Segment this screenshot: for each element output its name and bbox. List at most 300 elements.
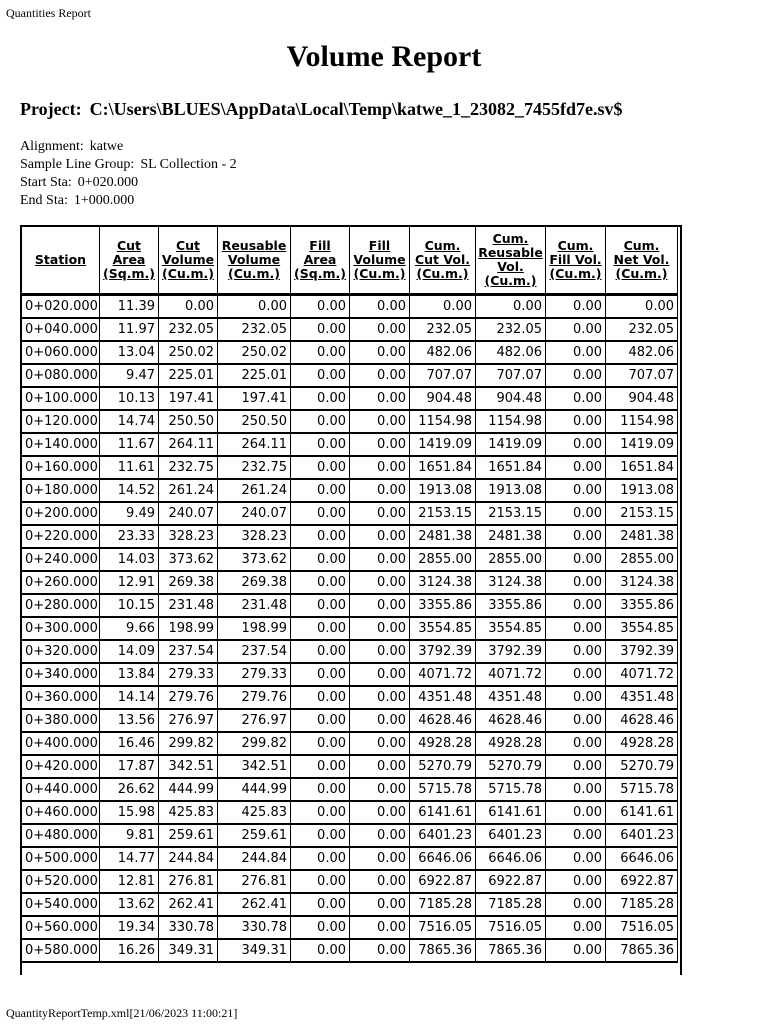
value-cell: 15.98 bbox=[100, 802, 159, 825]
column-header bbox=[291, 227, 350, 296]
table-row bbox=[22, 526, 678, 549]
column-header-line: Cum. bbox=[492, 231, 529, 246]
value-cell: 259.61 bbox=[218, 825, 291, 848]
value-cell: 3355.86 bbox=[476, 595, 546, 618]
column-header-line: Area bbox=[303, 252, 337, 267]
value-cell: 0.00 bbox=[291, 664, 350, 687]
volume-table bbox=[22, 227, 678, 963]
value-cell: 0.00 bbox=[291, 296, 350, 319]
value-cell: 250.02 bbox=[159, 342, 218, 365]
value-cell: 707.07 bbox=[606, 365, 678, 388]
value-cell: 0.00 bbox=[218, 296, 291, 319]
value-cell: 1913.08 bbox=[476, 480, 546, 503]
value-cell: 0.00 bbox=[546, 503, 606, 526]
value-cell: 0.00 bbox=[546, 526, 606, 549]
project-label: Project: bbox=[20, 99, 82, 119]
value-cell: 707.07 bbox=[410, 365, 476, 388]
column-header bbox=[159, 227, 218, 296]
value-cell: 250.02 bbox=[218, 342, 291, 365]
value-cell: 0.00 bbox=[546, 457, 606, 480]
value-cell: 4071.72 bbox=[476, 664, 546, 687]
value-cell: 1651.84 bbox=[606, 457, 678, 480]
value-cell: 7516.05 bbox=[410, 917, 476, 940]
station-cell: 0+340.000 bbox=[22, 664, 100, 687]
value-cell: 276.97 bbox=[159, 710, 218, 733]
value-cell: 330.78 bbox=[218, 917, 291, 940]
value-cell: 328.23 bbox=[218, 526, 291, 549]
value-cell: 342.51 bbox=[159, 756, 218, 779]
value-cell: 328.23 bbox=[159, 526, 218, 549]
station-cell: 0+420.000 bbox=[22, 756, 100, 779]
start-station-label: Start Sta: bbox=[20, 175, 72, 190]
value-cell: 0.00 bbox=[546, 940, 606, 963]
column-header-line: Volume bbox=[227, 252, 281, 267]
value-cell: 0.00 bbox=[350, 296, 410, 319]
value-cell: 259.61 bbox=[159, 825, 218, 848]
value-cell: 0.00 bbox=[291, 526, 350, 549]
value-cell: 0.00 bbox=[546, 825, 606, 848]
column-header-line: Vol. bbox=[497, 259, 524, 274]
value-cell: 7516.05 bbox=[476, 917, 546, 940]
value-cell: 0.00 bbox=[546, 296, 606, 319]
table-row bbox=[22, 940, 678, 963]
value-cell: 264.11 bbox=[218, 434, 291, 457]
value-cell: 0.00 bbox=[291, 549, 350, 572]
value-cell: 0.00 bbox=[546, 664, 606, 687]
value-cell: 6141.61 bbox=[606, 802, 678, 825]
column-header-line: Station bbox=[34, 252, 87, 267]
value-cell: 0.00 bbox=[546, 595, 606, 618]
column-header bbox=[218, 227, 291, 296]
value-cell: 14.52 bbox=[100, 480, 159, 503]
value-cell: 0.00 bbox=[291, 802, 350, 825]
value-cell: 0.00 bbox=[350, 480, 410, 503]
value-cell: 197.41 bbox=[218, 388, 291, 411]
value-cell: 0.00 bbox=[606, 296, 678, 319]
station-cell: 0+320.000 bbox=[22, 641, 100, 664]
column-header-line: Fill bbox=[309, 238, 331, 253]
value-cell: 7185.28 bbox=[410, 894, 476, 917]
value-cell: 0.00 bbox=[546, 756, 606, 779]
value-cell: 6646.06 bbox=[606, 848, 678, 871]
value-cell: 0.00 bbox=[350, 664, 410, 687]
value-cell: 0.00 bbox=[410, 296, 476, 319]
value-cell: 0.00 bbox=[546, 618, 606, 641]
value-cell: 2481.38 bbox=[476, 526, 546, 549]
value-cell: 10.13 bbox=[100, 388, 159, 411]
value-cell: 904.48 bbox=[476, 388, 546, 411]
station-cell: 0+260.000 bbox=[22, 572, 100, 595]
column-header bbox=[350, 227, 410, 296]
value-cell: 12.91 bbox=[100, 572, 159, 595]
value-cell: 0.00 bbox=[546, 365, 606, 388]
table-body bbox=[22, 296, 678, 963]
value-cell: 16.46 bbox=[100, 733, 159, 756]
value-cell: 7865.36 bbox=[476, 940, 546, 963]
value-cell: 0.00 bbox=[291, 595, 350, 618]
value-cell: 6922.87 bbox=[606, 871, 678, 894]
column-header-line: Cum. bbox=[557, 238, 594, 253]
table-row bbox=[22, 342, 678, 365]
value-cell: 0.00 bbox=[291, 572, 350, 595]
value-cell: 269.38 bbox=[218, 572, 291, 595]
value-cell: 0.00 bbox=[546, 687, 606, 710]
value-cell: 444.99 bbox=[159, 779, 218, 802]
value-cell: 904.48 bbox=[606, 388, 678, 411]
alignment-value: katwe bbox=[89, 139, 124, 154]
value-cell: 6401.23 bbox=[606, 825, 678, 848]
value-cell: 231.48 bbox=[159, 595, 218, 618]
value-cell: 5715.78 bbox=[476, 779, 546, 802]
value-cell: 225.01 bbox=[218, 365, 291, 388]
value-cell: 373.62 bbox=[218, 549, 291, 572]
station-cell: 0+040.000 bbox=[22, 319, 100, 342]
value-cell: 5270.79 bbox=[476, 756, 546, 779]
station-cell: 0+160.000 bbox=[22, 457, 100, 480]
value-cell: 9.81 bbox=[100, 825, 159, 848]
value-cell: 262.41 bbox=[218, 894, 291, 917]
column-header bbox=[100, 227, 159, 296]
value-cell: 4351.48 bbox=[606, 687, 678, 710]
table-row bbox=[22, 894, 678, 917]
value-cell: 19.34 bbox=[100, 917, 159, 940]
value-cell: 232.05 bbox=[606, 319, 678, 342]
value-cell: 1154.98 bbox=[410, 411, 476, 434]
value-cell: 0.00 bbox=[291, 917, 350, 940]
value-cell: 6646.06 bbox=[476, 848, 546, 871]
value-cell: 3792.39 bbox=[410, 641, 476, 664]
value-cell: 0.00 bbox=[350, 457, 410, 480]
value-cell: 1651.84 bbox=[476, 457, 546, 480]
value-cell: 244.84 bbox=[218, 848, 291, 871]
value-cell: 11.97 bbox=[100, 319, 159, 342]
value-cell: 1419.09 bbox=[410, 434, 476, 457]
column-header bbox=[22, 227, 100, 296]
value-cell: 198.99 bbox=[159, 618, 218, 641]
value-cell: 7516.05 bbox=[606, 917, 678, 940]
report-title: Volume Report bbox=[286, 40, 482, 73]
value-cell: 23.33 bbox=[100, 526, 159, 549]
value-cell: 4071.72 bbox=[410, 664, 476, 687]
value-cell: 0.00 bbox=[350, 434, 410, 457]
value-cell: 232.75 bbox=[159, 457, 218, 480]
station-cell: 0+220.000 bbox=[22, 526, 100, 549]
table-row bbox=[22, 434, 678, 457]
value-cell: 11.61 bbox=[100, 457, 159, 480]
value-cell: 276.81 bbox=[218, 871, 291, 894]
value-cell: 240.07 bbox=[159, 503, 218, 526]
value-cell: 2153.15 bbox=[606, 503, 678, 526]
value-cell: 0.00 bbox=[291, 894, 350, 917]
value-cell: 279.33 bbox=[159, 664, 218, 687]
end-station-value: 1+000.000 bbox=[73, 193, 135, 208]
value-cell: 0.00 bbox=[350, 319, 410, 342]
value-cell: 0.00 bbox=[350, 549, 410, 572]
value-cell: 0.00 bbox=[476, 296, 546, 319]
value-cell: 232.05 bbox=[410, 319, 476, 342]
volume-table-container bbox=[20, 225, 682, 975]
column-header-line: Reusable bbox=[221, 238, 287, 253]
table-row bbox=[22, 664, 678, 687]
column-header-line: (Cu.m.) bbox=[161, 266, 215, 281]
value-cell: 0.00 bbox=[350, 411, 410, 434]
value-cell: 6922.87 bbox=[410, 871, 476, 894]
table-row bbox=[22, 802, 678, 825]
table-row bbox=[22, 549, 678, 572]
value-cell: 0.00 bbox=[546, 549, 606, 572]
station-cell: 0+100.000 bbox=[22, 388, 100, 411]
table-row bbox=[22, 917, 678, 940]
station-cell: 0+280.000 bbox=[22, 595, 100, 618]
table-row bbox=[22, 480, 678, 503]
station-cell: 0+480.000 bbox=[22, 825, 100, 848]
value-cell: 0.00 bbox=[546, 319, 606, 342]
value-cell: 0.00 bbox=[350, 871, 410, 894]
value-cell: 0.00 bbox=[546, 388, 606, 411]
value-cell: 5270.79 bbox=[606, 756, 678, 779]
value-cell: 262.41 bbox=[159, 894, 218, 917]
end-station-row bbox=[20, 192, 237, 210]
value-cell: 4351.48 bbox=[410, 687, 476, 710]
value-cell: 2153.15 bbox=[410, 503, 476, 526]
column-header-line: Net Vol. bbox=[613, 252, 670, 267]
value-cell: 0.00 bbox=[291, 411, 350, 434]
value-cell: 244.84 bbox=[159, 848, 218, 871]
value-cell: 2855.00 bbox=[476, 549, 546, 572]
value-cell: 1154.98 bbox=[606, 411, 678, 434]
table-header-row bbox=[22, 227, 678, 296]
value-cell: 0.00 bbox=[350, 940, 410, 963]
value-cell: 232.05 bbox=[159, 319, 218, 342]
value-cell: 0.00 bbox=[546, 917, 606, 940]
value-cell: 0.00 bbox=[350, 779, 410, 802]
value-cell: 4351.48 bbox=[476, 687, 546, 710]
value-cell: 198.99 bbox=[218, 618, 291, 641]
column-header-line: Cum. bbox=[623, 238, 660, 253]
value-cell: 264.11 bbox=[159, 434, 218, 457]
document-title: Quantities Report bbox=[6, 6, 91, 20]
value-cell: 0.00 bbox=[350, 733, 410, 756]
column-header-line: Volume bbox=[161, 252, 215, 267]
value-cell: 0.00 bbox=[546, 641, 606, 664]
station-cell: 0+140.000 bbox=[22, 434, 100, 457]
station-cell: 0+240.000 bbox=[22, 549, 100, 572]
column-header-line: Cut bbox=[175, 238, 201, 253]
value-cell: 250.50 bbox=[159, 411, 218, 434]
value-cell: 231.48 bbox=[218, 595, 291, 618]
table-row bbox=[22, 296, 678, 319]
value-cell: 237.54 bbox=[159, 641, 218, 664]
column-header-line: Reusable bbox=[478, 245, 543, 260]
value-cell: 0.00 bbox=[291, 342, 350, 365]
value-cell: 5715.78 bbox=[606, 779, 678, 802]
column-header-line: (Cu.m.) bbox=[353, 266, 406, 281]
value-cell: 279.76 bbox=[159, 687, 218, 710]
station-cell: 0+460.000 bbox=[22, 802, 100, 825]
value-cell: 0.00 bbox=[546, 733, 606, 756]
table-row bbox=[22, 641, 678, 664]
value-cell: 11.39 bbox=[100, 296, 159, 319]
value-cell: 425.83 bbox=[159, 802, 218, 825]
value-cell: 16.26 bbox=[100, 940, 159, 963]
value-cell: 232.05 bbox=[218, 319, 291, 342]
value-cell: 14.09 bbox=[100, 641, 159, 664]
station-cell: 0+440.000 bbox=[22, 779, 100, 802]
station-cell: 0+180.000 bbox=[22, 480, 100, 503]
value-cell: 276.97 bbox=[218, 710, 291, 733]
value-cell: 6922.87 bbox=[476, 871, 546, 894]
end-station-label: End Sta: bbox=[20, 193, 68, 208]
value-cell: 4628.46 bbox=[410, 710, 476, 733]
column-header-line: (Sq.m.) bbox=[103, 266, 155, 281]
value-cell: 0.00 bbox=[546, 802, 606, 825]
value-cell: 6646.06 bbox=[410, 848, 476, 871]
column-header-line: (Cu.m.) bbox=[549, 266, 602, 281]
table-row bbox=[22, 710, 678, 733]
project-line bbox=[20, 99, 623, 120]
value-cell: 232.05 bbox=[476, 319, 546, 342]
value-cell: 0.00 bbox=[291, 779, 350, 802]
value-cell: 2481.38 bbox=[606, 526, 678, 549]
value-cell: 0.00 bbox=[291, 871, 350, 894]
value-cell: 3554.85 bbox=[606, 618, 678, 641]
station-cell: 0+560.000 bbox=[22, 917, 100, 940]
value-cell: 2855.00 bbox=[410, 549, 476, 572]
value-cell: 0.00 bbox=[350, 595, 410, 618]
value-cell: 10.15 bbox=[100, 595, 159, 618]
value-cell: 13.62 bbox=[100, 894, 159, 917]
value-cell: 0.00 bbox=[291, 825, 350, 848]
value-cell: 0.00 bbox=[291, 710, 350, 733]
table-row bbox=[22, 388, 678, 411]
start-station-row bbox=[20, 174, 237, 192]
column-header-line: (Cu.m.) bbox=[416, 266, 469, 281]
document-footer: QuantityReportTemp.xml[21/06/2023 11:00:21] bbox=[6, 1006, 238, 1020]
value-cell: 11.67 bbox=[100, 434, 159, 457]
value-cell: 2855.00 bbox=[606, 549, 678, 572]
value-cell: 0.00 bbox=[159, 296, 218, 319]
value-cell: 299.82 bbox=[218, 733, 291, 756]
value-cell: 7865.36 bbox=[410, 940, 476, 963]
value-cell: 0.00 bbox=[291, 457, 350, 480]
value-cell: 0.00 bbox=[291, 756, 350, 779]
value-cell: 3124.38 bbox=[410, 572, 476, 595]
value-cell: 1154.98 bbox=[476, 411, 546, 434]
value-cell: 373.62 bbox=[159, 549, 218, 572]
value-cell: 225.01 bbox=[159, 365, 218, 388]
column-header-line: (Sq.m.) bbox=[294, 266, 346, 281]
table-row bbox=[22, 319, 678, 342]
table-row bbox=[22, 687, 678, 710]
value-cell: 0.00 bbox=[291, 618, 350, 641]
column-header-line: Fill bbox=[368, 238, 391, 253]
table-row bbox=[22, 457, 678, 480]
value-cell: 0.00 bbox=[350, 365, 410, 388]
sample-line-group-value: SL Collection - 2 bbox=[140, 157, 237, 172]
value-cell: 2481.38 bbox=[410, 526, 476, 549]
value-cell: 707.07 bbox=[476, 365, 546, 388]
column-header-line: (Cu.m.) bbox=[615, 266, 668, 281]
station-cell: 0+400.000 bbox=[22, 733, 100, 756]
value-cell: 14.74 bbox=[100, 411, 159, 434]
value-cell: 5715.78 bbox=[410, 779, 476, 802]
column-header-line: Area bbox=[112, 252, 146, 267]
value-cell: 9.47 bbox=[100, 365, 159, 388]
value-cell: 0.00 bbox=[546, 411, 606, 434]
value-cell: 4928.28 bbox=[606, 733, 678, 756]
station-cell: 0+540.000 bbox=[22, 894, 100, 917]
table-row bbox=[22, 779, 678, 802]
value-cell: 0.00 bbox=[291, 687, 350, 710]
column-header bbox=[410, 227, 476, 296]
value-cell: 0.00 bbox=[546, 710, 606, 733]
value-cell: 3124.38 bbox=[606, 572, 678, 595]
value-cell: 0.00 bbox=[291, 480, 350, 503]
column-header-line: Volume bbox=[353, 252, 406, 267]
value-cell: 0.00 bbox=[546, 480, 606, 503]
value-cell: 4071.72 bbox=[606, 664, 678, 687]
value-cell: 0.00 bbox=[350, 756, 410, 779]
alignment-row bbox=[20, 138, 237, 156]
station-cell: 0+300.000 bbox=[22, 618, 100, 641]
value-cell: 482.06 bbox=[410, 342, 476, 365]
value-cell: 0.00 bbox=[546, 572, 606, 595]
value-cell: 14.14 bbox=[100, 687, 159, 710]
value-cell: 2153.15 bbox=[476, 503, 546, 526]
value-cell: 26.62 bbox=[100, 779, 159, 802]
value-cell: 0.00 bbox=[546, 871, 606, 894]
value-cell: 197.41 bbox=[159, 388, 218, 411]
value-cell: 0.00 bbox=[350, 894, 410, 917]
table-row bbox=[22, 411, 678, 434]
station-cell: 0+060.000 bbox=[22, 342, 100, 365]
value-cell: 349.31 bbox=[159, 940, 218, 963]
value-cell: 261.24 bbox=[159, 480, 218, 503]
value-cell: 4628.46 bbox=[476, 710, 546, 733]
station-cell: 0+520.000 bbox=[22, 871, 100, 894]
value-cell: 9.49 bbox=[100, 503, 159, 526]
value-cell: 482.06 bbox=[476, 342, 546, 365]
value-cell: 904.48 bbox=[410, 388, 476, 411]
station-cell: 0+380.000 bbox=[22, 710, 100, 733]
value-cell: 0.00 bbox=[291, 848, 350, 871]
value-cell: 425.83 bbox=[218, 802, 291, 825]
table-row bbox=[22, 871, 678, 894]
value-cell: 7865.36 bbox=[606, 940, 678, 963]
value-cell: 4928.28 bbox=[476, 733, 546, 756]
value-cell: 0.00 bbox=[291, 388, 350, 411]
value-cell: 3554.85 bbox=[476, 618, 546, 641]
station-cell: 0+020.000 bbox=[22, 296, 100, 319]
value-cell: 1651.84 bbox=[410, 457, 476, 480]
start-station-value: 0+020.000 bbox=[77, 175, 139, 190]
value-cell: 6401.23 bbox=[476, 825, 546, 848]
value-cell: 14.03 bbox=[100, 549, 159, 572]
value-cell: 232.75 bbox=[218, 457, 291, 480]
value-cell: 6401.23 bbox=[410, 825, 476, 848]
value-cell: 0.00 bbox=[350, 342, 410, 365]
table-row bbox=[22, 733, 678, 756]
value-cell: 0.00 bbox=[291, 940, 350, 963]
value-cell: 0.00 bbox=[546, 894, 606, 917]
value-cell: 0.00 bbox=[291, 365, 350, 388]
value-cell: 0.00 bbox=[350, 917, 410, 940]
table-row bbox=[22, 595, 678, 618]
alignment-label: Alignment: bbox=[20, 139, 84, 154]
table-row bbox=[22, 848, 678, 871]
sample-line-group-row bbox=[20, 156, 237, 174]
value-cell: 6141.61 bbox=[410, 802, 476, 825]
